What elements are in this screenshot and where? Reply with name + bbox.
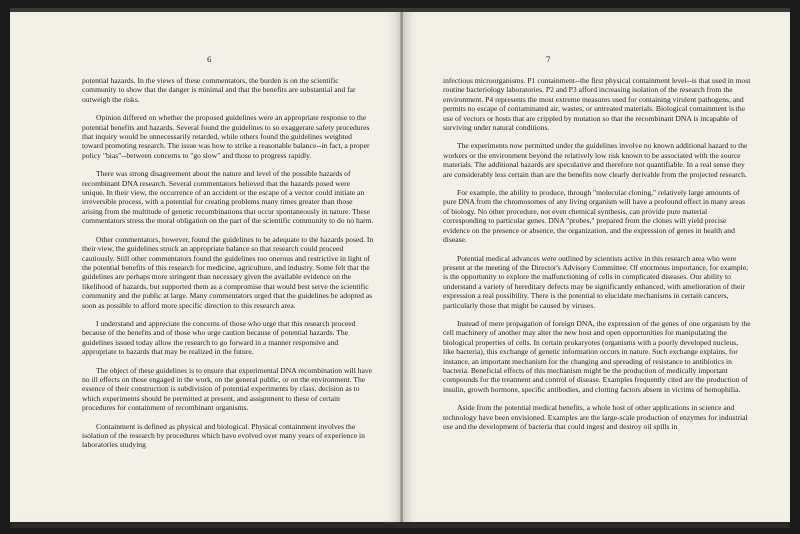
- paragraph: infectious microorganisms. P1 containment--the first physical containment level--is that used in most routine bacteriology laboratories. P2 and P3 afford increasing isolation of the research from the environment. P4 represents the most extreme measures used for containing virulent pathogens, and permits no escape of contaminated air, wastes, or untreated materials. Biological containment is the use of vectors or hosts that are crippled by mutation so that the recombinant DNA is incapable of surviving under natural conditions.: [443, 76, 751, 133]
- paragraph: For example, the ability to produce, through "molecular cloning," relatively large amounts of pure DNA from the chromosomes of any living organism will have a profound effect in many areas of biology. No other procedure, not even chemical synthesis, can provide pure material corresponding to particular genes. DNA "probes," prepared from the clones will yield precise evidence on the presence or absence, the organization, and the expression of genes in health and disease.: [443, 188, 746, 245]
- paragraph: There was strong disagreement about the nature and level of the possible hazards of recombinant DNA research. Several commentators believed that the hazards posed were unique. In their view, the occurrence of an accident or the escape of a vector could initiate an irreversible process, with a potential for creating problems many times greater than those arising from the multitude of genetic recombinations that occur spontaneously in nature. These commentators stress the moral obligation on the part of the scientific community to do no harm.: [82, 169, 374, 226]
- paragraph: The experiments now permitted under the guidelines involve no known additional hazard to the workers or the environment beyond the relatively low risk known to be associated with the source materials. The additional hazards are speculative and therefore not quantifiable. In a real sense they are considerably less certain than are the benefits now clearly derivable from the projected research.: [443, 141, 748, 179]
- paragraph: Potential medical advances were outlined by scientists active in this research area who were present at the meeting of the Director's Advisory Committee. Of enormous importance, for example, is the opportunity to explore the malfunctioning of cells in complicated diseases. Our ability to understand a variety of hereditary defects may be significantly enhanced, with amelioration of their expression a real possibility. There is the potential to elucidate mechanisms in certain cancers, particularly those that might be caused by viruses.: [443, 253, 749, 310]
- paragraph: Containment is defined as physical and biological. Physical containment involves the isolation of the research by procedures which have evolved over many years of experience in laboratories studying: [82, 421, 365, 450]
- paragraph: Aside from the potential medical benefits, a whole host of other applications in science and technology have been envisioned. Examples are the large-scale production of enzymes for industrial use and the development of bacteria that could ingest and destroy oil spills in: [443, 403, 748, 431]
- left-page: [10, 12, 401, 522]
- paragraph: Opinion differed on whether the proposed guidelines were an appropriate response to the potential benefits and hazards. Several found the guidelines to so exaggerate safety procedures that inquiry would be unnecessarily retarded, while others found the guidelines weighted toward promoting research. The issue was how to strike a reasonable balance--in fact, a proper policy "bias"--between concerns to "go slow" and those to progress rapidly.: [82, 113, 370, 160]
- left-page-text: [82, 76, 374, 459]
- paragraph: I understand and appreciate the concerns of those who urge that this research proceed because of the benefits and of those who urge caution because of potential hazards. The guidelines issued today allow the research to go forward in a manner responsive and appropriate to hazards that may be realized in the future.: [82, 318, 356, 357]
- right-page-text: [443, 76, 751, 440]
- paragraph: potential hazards. In the views of these commentators, the burden is on the scientific community to show that the danger is minimal and that the benefits are substantial and far outweigh the risks.: [82, 76, 356, 104]
- page-number-left: 6: [207, 56, 212, 64]
- paragraph: Other commentators, however, found the guidelines to be adequate to the hazards posed. In their view, the guidelines struck an appropriate balance so that research could proceed cautiously. Still other commentators found the guidelines too onerous and restrictive in light of the potential benefits of this research for medicine, agriculture, and industry. Some felt that the guidelines are perhaps more stringent than necessary given the available evidence on the likelihood of hazards, but supported them as a compromise that would best serve the scientific community and the public at large. Many commentators urged that the guidelines be adopted as soon as possible to afford more specific direction to this research area.: [82, 234, 374, 310]
- right-page: [403, 12, 790, 522]
- paragraph: The object of these guidelines is to ensure that experimental DNA recombination will have no ill effects on those engaged in the work, on the general public, or on the environment. The essence of their construction is subdivision of potential experiments by class, decision as to which experiments should be permitted at present, and assignment to these of certain procedures for containment of recombinant organisms.: [82, 365, 373, 413]
- page-number-right: 7: [546, 56, 551, 64]
- paragraph: Instead of mere propagation of foreign DNA, the expression of the genes of one organism by the cell machinery of another may alter the new host and open opportunities for manipulating the biological properties of cells. In certain prokaryotes (organisms with a poorly developed nucleus, like bacteria), this exchange of genetic information occurs in nature. Such exchange explains, for instance, an important mechanism for the changing and spreading of resistance to antibiotics in bacteria. Beneficial effects of this mechanism might be the production of medically important compounds for the treatment and control of disease. Examples frequently cited are the production of insulin, growth hormone, specific antibodies, and clotting factors absent in victims of hemophilia.: [443, 318, 751, 394]
- document-spread: [10, 8, 790, 528]
